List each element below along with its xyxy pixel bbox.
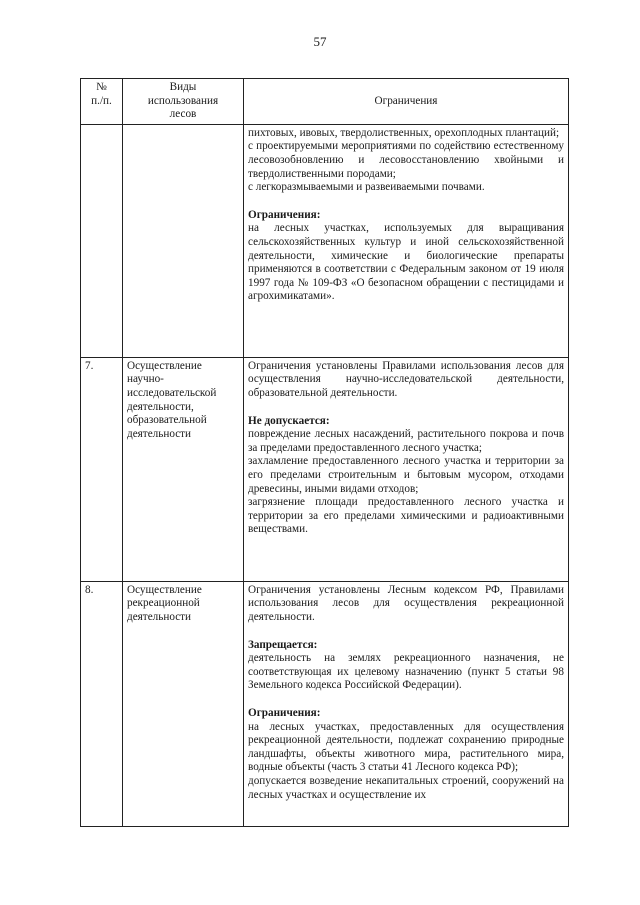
restriction-paragraph: пихтовых, ивовых, твердолиственных, орехоплодных плантаций; xyxy=(248,126,560,139)
restriction-paragraph: повреждение лесных насаждений, растительного покрова и почв за пределами предоставленного лесного участка; xyxy=(248,428,564,454)
restriction-paragraph: захламление предоставленного лесного участка и территории за его пределами строительным и бытовым мусором, отходами древесины, иными видами отходов; xyxy=(248,455,564,495)
restriction-paragraph: допускается возведение некапитальных строений, сооружений на лесных участках и осуществление их xyxy=(248,774,564,801)
page-number: 57 xyxy=(313,34,327,49)
restriction-paragraph: на лесных участках, предоставленных для осуществления рекреационной деятельности, подлежат сохранению природные ландшафты, объекты животного мира, растительного мира, водные объекты (часть 3 статьи 41 Лесного кодекса РФ); xyxy=(248,720,564,774)
row-number: 7. xyxy=(81,357,123,581)
restriction-paragraph: с проектируемыми мероприятиями по содействию естественному лесовозобновлению и лесовосстановлению хвойными и твердолиственными породами; xyxy=(248,140,564,180)
table-row xyxy=(81,357,569,581)
table-row xyxy=(81,124,569,357)
restriction-heading xyxy=(248,415,564,429)
header-kind-line3: лесов xyxy=(169,108,197,121)
restriction-paragraph: Ограничения установлены Лесным кодексом РФ, Правилами использования лесов для осуществления рекреационной деятельности. xyxy=(248,583,564,623)
row-number xyxy=(81,124,123,357)
restriction-heading-text: Ограничения: xyxy=(248,208,321,221)
header-kind xyxy=(123,79,244,125)
table-header-row xyxy=(81,79,569,125)
row-forest-use-kind xyxy=(123,124,244,357)
row-forest-use-kind: Осуществление рекреационной деятельности xyxy=(123,581,244,826)
row-number: 8. xyxy=(81,581,123,826)
restriction-paragraph: Ограничения установлены Правилами использования лесов для осуществления научно-исследовательской деятельности, образовательной деятельности. xyxy=(248,359,564,399)
row-restrictions xyxy=(244,124,569,357)
restriction-paragraph: деятельность на землях рекреационного назначения, не соответствующая их целевому назначению (пункт 5 статьи 98 Земельного кодекса Российской Федерации). xyxy=(248,652,564,692)
restriction-heading-text: Ограничения: xyxy=(248,706,321,719)
restriction-heading xyxy=(248,209,564,223)
restriction-heading xyxy=(248,707,564,721)
row-forest-use-kind: Осуществление научно-исследовательской деятельности, образовательной деятельности xyxy=(123,357,244,581)
restriction-paragraph: загрязнение площади предоставленного лесного участка и территории за его пределами химическими и радиоактивными веществами. xyxy=(248,496,564,536)
header-number-line1: № xyxy=(96,81,107,93)
restriction-heading xyxy=(248,639,564,653)
row-restrictions xyxy=(244,581,569,826)
restriction-heading-text: Не допускается: xyxy=(248,414,330,427)
restriction-paragraph: с легкоразмываемыми и развеиваемыми почвами. xyxy=(248,181,485,194)
row-restrictions xyxy=(244,357,569,581)
header-number xyxy=(81,79,123,125)
header-kind-line2: использования xyxy=(147,94,219,107)
header-number-line2: п./п. xyxy=(91,94,112,107)
restriction-heading-text: Запрещается: xyxy=(248,638,318,651)
header-restrictions: Ограничения xyxy=(244,79,569,125)
header-kind-line1: Виды xyxy=(169,81,197,93)
table-row xyxy=(81,581,569,826)
restriction-paragraph: на лесных участках, используемых для выращивания сельскохозяйственных культур и иной сельскохозяйственной деятельности, химические и биологические препараты применяются в соответствии с Федеральным законом от 19 июля 1997 года № 109-ФЗ «О безопасном обращении с пестицидами и агрохимикатами». xyxy=(248,222,564,303)
restrictions-table xyxy=(80,78,569,827)
